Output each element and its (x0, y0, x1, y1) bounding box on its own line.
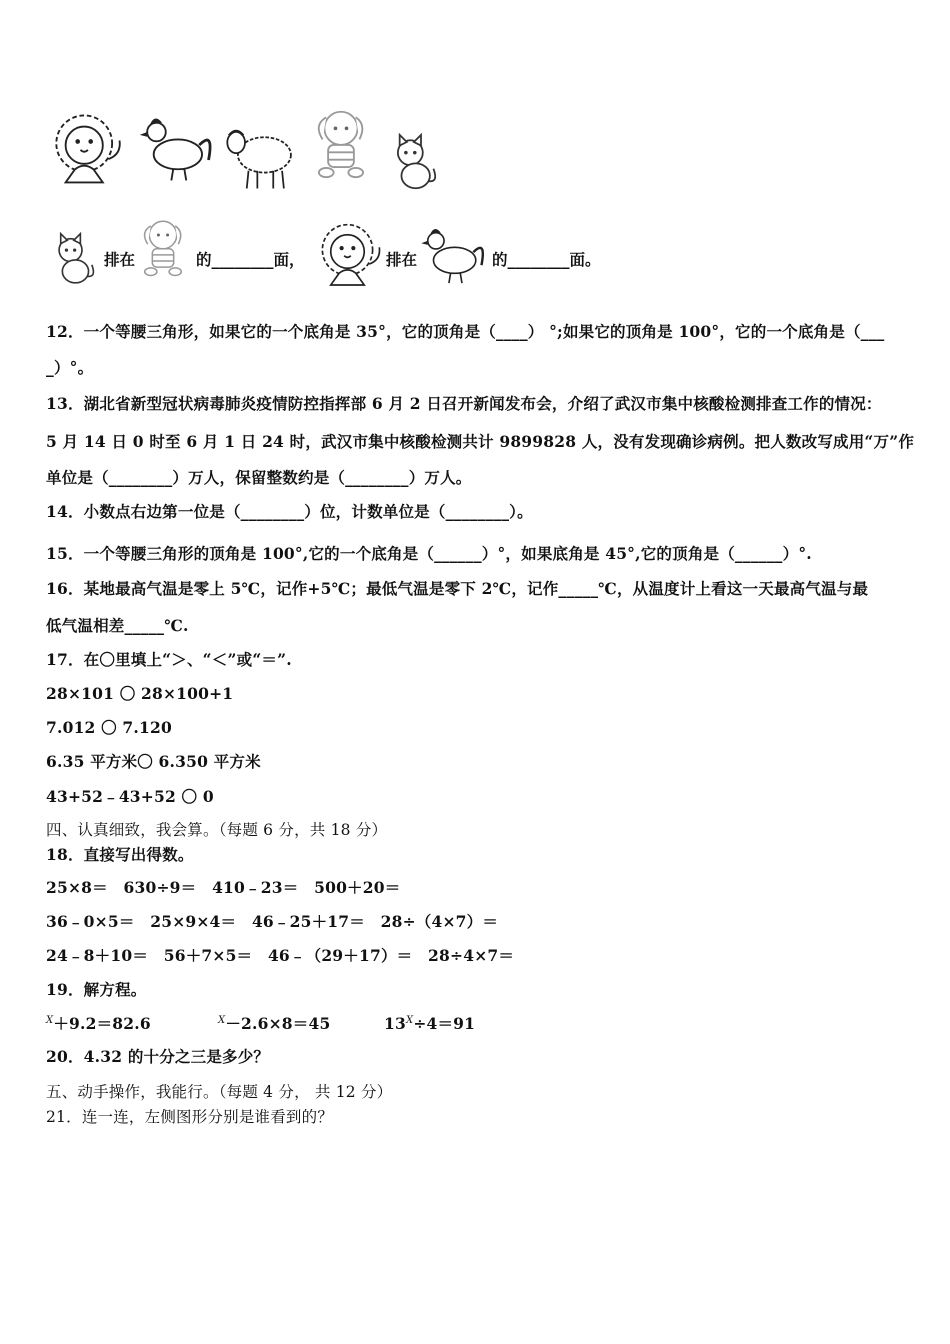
kitten-icon (382, 126, 444, 190)
q19-eq1-text: ＋9.2＝82.6 (53, 1014, 151, 1033)
q19-equation-2 (218, 1012, 330, 1034)
q19-eq3-pre: 13 (384, 1014, 406, 1033)
rooster-icon (416, 218, 490, 288)
q18-row-2: 36﹣0×5＝ 25×9×4＝ 46﹣25＋17＝ 28÷（4×7）＝ (46, 912, 499, 931)
q19-equation-1 (46, 1012, 151, 1034)
q12-line-2: _）°。 (46, 358, 94, 377)
q11-blank-1: 的________面， (196, 250, 305, 269)
q18-row-1: 25×8＝ 630÷9＝ 410﹣23＝ 500＋20＝ (46, 878, 401, 897)
q17-item: 6.35 平方米〇 6.350 平方米 (46, 752, 261, 771)
q15: 15．一个等腰三角形的顶角是 100°,它的一个底角是（______）°，如果底角是 45°,它的顶角是（______）°. (46, 544, 812, 563)
section-4-heading: 四、认真细致，我会算。（每题 6 分，共 18 分） (46, 821, 388, 839)
q13-line-3: 单位是（________）万人，保留整数约是（________）万人。 (46, 468, 472, 487)
q21: 21．连一连，左侧图形分别是谁看到的？ (46, 1108, 334, 1126)
q16-line-2: 低气温相差_____℃. (46, 616, 189, 635)
q11-paizai-2: 排在 (386, 250, 418, 269)
q12-line-1: 12．一个等腰三角形，如果它的一个底角是 35°，它的顶角是（____） °;如果它的顶角是 100°，它的一个底角是（___ (46, 322, 885, 341)
lion-icon (44, 108, 130, 188)
lion-icon (310, 218, 390, 290)
q18-title: 18．直接写出得数。 (46, 845, 194, 864)
variable-x: X (218, 1015, 226, 1026)
q11-blank-2: 的________面。 (492, 250, 601, 269)
q16-line-1: 16．某地最高气温是零上 5℃，记作+5℃；最低气温是零下 2℃，记作_____℃，从温度计上看这一天最高气温与最 (46, 579, 869, 598)
sheep-icon (218, 116, 302, 192)
q17-item: 28×101 〇 28×100+1 (46, 684, 234, 703)
q17-title: 17．在〇里填上“＞、“＜”或“＝”. (46, 650, 292, 669)
q20: 20．4.32 的十分之三是多少？ (46, 1047, 270, 1066)
variable-x: X (405, 1015, 414, 1026)
section-5-heading: 五、动手操作，我能行。（每题 4 分， 共 12 分） (46, 1083, 393, 1101)
q18-row-3: 24﹣8＋10＝ 56＋7×5＝ 46﹣（29＋17）＝ 28÷4×7＝ (46, 946, 515, 965)
kitten-icon (46, 224, 100, 286)
q13-line-2: 5 月 14 日 0 时至 6 月 1 日 24 时，武汉市集中核酸检测共计 9899828 人，没有发现确诊病例。把人数改写成用“万”作 (46, 432, 915, 451)
q17-item: 7.012 〇 7.120 (46, 718, 172, 737)
puppy-icon (306, 102, 376, 186)
rooster-icon (134, 106, 218, 186)
q19-title: 19．解方程。 (46, 980, 147, 999)
q19-eq3-post: ÷4＝91 (413, 1014, 476, 1033)
q19-eq2-text: －2.6×8＝45 (225, 1014, 331, 1033)
q11-paizai-1: 排在 (104, 250, 136, 269)
q14: 14．小数点右边第一位是（________）位，计数单位是（________）。 (46, 502, 533, 521)
q13-line-1: 13．湖北省新型冠状病毒肺炎疫情防控指挥部 6 月 2 日召开新闻发布会，介绍了武汉市集中核酸检测排查工作的情况： (46, 394, 882, 413)
q17-item: 43+52﹣43+52 〇 0 (46, 787, 214, 806)
puppy-icon (134, 210, 192, 286)
variable-x: X (46, 1015, 54, 1026)
q19-equation-3 (384, 1012, 475, 1034)
